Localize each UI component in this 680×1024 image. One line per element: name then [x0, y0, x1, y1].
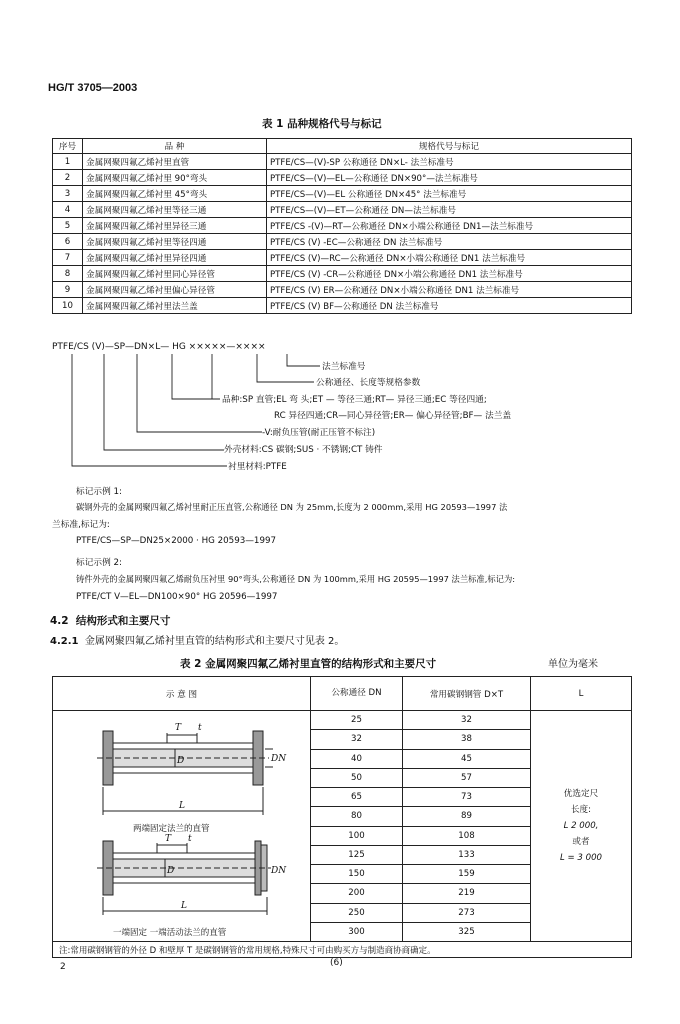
table-cell: 1 — [53, 154, 83, 170]
pipe-diagram — [57, 713, 307, 941]
table-cell: PTFE/CS -(V)—RT—公称通径 DN×小端公称通径 DN1—法兰标准号 — [267, 218, 632, 234]
table-cell: 159 — [403, 865, 531, 884]
fig1-label-T: T — [174, 723, 181, 733]
table-cell: 金属网聚四氟乙烯衬里等径三通 — [83, 202, 267, 218]
table2-note-row — [53, 942, 632, 958]
table-cell: 200 — [311, 884, 403, 903]
table-cell: 133 — [403, 845, 531, 864]
standard-number: HG/T 3705—2003 — [48, 82, 138, 94]
table-cell: 32 — [403, 711, 531, 730]
fig2-label-DN: DN — [270, 866, 286, 876]
table-cell: 32 — [311, 730, 403, 749]
table-row — [53, 218, 632, 234]
marking-code: PTFE/CS (V)—SP—DN×L— HG ×××××—×××× — [52, 342, 266, 352]
table1-header-cell: 序号 — [53, 139, 83, 154]
table-cell: 金属网聚四氟乙烯衬里 90°弯头 — [83, 170, 267, 186]
table-cell: 108 — [403, 826, 531, 845]
section-heading — [50, 613, 170, 628]
table-cell: PTFE/CS—(V)—ET—公称通径 DN—法兰标准号 — [267, 202, 632, 218]
subsection-number: 4.2.1 — [50, 636, 79, 647]
table-cell: 40 — [311, 749, 403, 768]
table-cell: 3 — [53, 186, 83, 202]
page-number-left: 2 — [60, 962, 66, 972]
fig2-label-t: t — [187, 834, 192, 844]
table-cell: PTFE/CS—(V)-SP 公称通径 DN×L- 法兰标准号 — [267, 154, 632, 170]
example2-text: 铸件外壳的金属网聚四氟乙烯耐负压衬里 90°弯头,公称通径 DN 为 100mm,采用 HG 20595—1997 法兰标准,标记为: — [76, 574, 516, 584]
marking-legend-item: RC 异径四通;CR—同心异径管;ER— 偏心异径管;BF— 法兰盖 — [274, 411, 512, 421]
table-cell: 80 — [311, 807, 403, 826]
table-cell: PTFE/CS (V) ER—公称通径 DN×小端公称通径 DN1 法兰标准号 — [267, 282, 632, 298]
table-cell: 45 — [403, 749, 531, 768]
table-row — [53, 282, 632, 298]
table-cell: 125 — [311, 845, 403, 864]
table-cell: 65 — [311, 788, 403, 807]
marking-legend-item: 衬里材料:PTFE — [228, 462, 287, 472]
example2-code: PTFE/CT V—EL—DN100×90° HG 20596—1997 — [76, 592, 278, 602]
table-cell: 4 — [53, 202, 83, 218]
table-row — [53, 170, 632, 186]
marking-legend-item: 法兰标准号 — [322, 362, 366, 372]
table2-unit: 单位为毫米 — [548, 659, 598, 670]
fig1-label-D: D — [176, 756, 184, 766]
table-row — [53, 266, 632, 282]
table1-header-cell: 品 种 — [83, 139, 267, 154]
fig2-label-D: D — [166, 866, 174, 876]
table-cell: 38 — [403, 730, 531, 749]
table-cell: PTFE/CS—(V)—EL—公称通径 DN×90°—法兰标准号 — [267, 170, 632, 186]
table-cell: 5 — [53, 218, 83, 234]
marking-legend-item: -V:耐负压管(耐正压管不标注) — [262, 428, 376, 438]
table-row — [53, 154, 632, 170]
table2-header-cell: 公称通径 DN — [311, 677, 403, 711]
table-row — [53, 202, 632, 218]
table-cell: 50 — [311, 768, 403, 787]
table1-header-row — [53, 139, 632, 154]
table-row — [53, 234, 632, 250]
marking-legend-item: 公称通径、长度等规格参数 — [316, 378, 421, 388]
table-cell: 300 — [311, 922, 403, 941]
table-cell: 6 — [53, 234, 83, 250]
table-cell: 219 — [403, 884, 531, 903]
subsection-text: 金属网聚四氟乙烯衬里直管的结构形式和主要尺寸见表 2。 — [84, 636, 345, 647]
table-cell: 325 — [403, 922, 531, 941]
fig1-caption: 两端固定法兰的直管 — [132, 824, 210, 834]
example1-title: 标记示例 1: — [76, 487, 122, 497]
table-cell: 7 — [53, 250, 83, 266]
fig2-caption: 一端固定 一端活动法兰的直管 — [112, 928, 226, 938]
table-cell: 金属网聚四氟乙烯衬里异径四通 — [83, 250, 267, 266]
fig2-label-L: L — [180, 901, 187, 911]
table-cell: 金属网聚四氟乙烯衬里偏心异径管 — [83, 282, 267, 298]
l-note-line: L 2 000, — [563, 821, 599, 831]
fig2-label-T: T — [164, 834, 171, 844]
l-note-line: L = 3 000 — [559, 853, 603, 863]
table-cell: 150 — [311, 865, 403, 884]
table1 — [52, 138, 632, 314]
table-cell: 10 — [53, 298, 83, 314]
table-cell: PTFE/CS (V)—RC—公称通径 DN×小端公称通径 DN1 法兰标准号 — [267, 250, 632, 266]
table-cell: 金属网聚四氟乙烯衬里 45°弯头 — [83, 186, 267, 202]
example1-text: 碳钢外壳的金属网聚四氟乙烯衬里耐正压直管,公称通径 DN 为 25mm,长度为 2 000mm,采用 HG 20593—1997 法 — [76, 502, 508, 512]
table-cell: PTFE/CS (V) -CR—公称通径 DN×小端公称通径 DN1 法兰标准号 — [267, 266, 632, 282]
section-title: 结构形式和主要尺寸 — [75, 615, 171, 627]
table1-header-cell: 规格代号与标记 — [267, 139, 632, 154]
table-row — [53, 711, 632, 730]
table-cell: 8 — [53, 266, 83, 282]
table-cell: 金属网聚四氟乙烯衬里法兰盖 — [83, 298, 267, 314]
table-cell: 金属网聚四氟乙烯衬里等径四通 — [83, 234, 267, 250]
table-cell: 金属网聚四氟乙烯衬里异径三通 — [83, 218, 267, 234]
table-cell: 金属网聚四氟乙烯衬里直管 — [83, 154, 267, 170]
table-cell: 9 — [53, 282, 83, 298]
table2 — [52, 676, 632, 958]
marking-legend-item: 外壳材料:CS 碳钢;SUS · 不锈钢;CT 铸件 — [224, 445, 383, 455]
table-cell: 25 — [311, 711, 403, 730]
table1-caption: 表 1 品种规格代号与标记 — [262, 118, 382, 130]
example2-title: 标记示例 2: — [76, 558, 122, 568]
table-cell: 57 — [403, 768, 531, 787]
example1-text-cont: 兰标准,标记为: — [52, 520, 110, 530]
page-number-center: (6) — [330, 958, 343, 968]
table-cell: 金属网聚四氟乙烯衬里同心异径管 — [83, 266, 267, 282]
table2-header-cell: 示 意 图 — [53, 677, 311, 711]
table-cell: 100 — [311, 826, 403, 845]
table-cell: 273 — [403, 903, 531, 922]
section-number: 4.2 — [50, 615, 69, 627]
table-cell: 2 — [53, 170, 83, 186]
table2-header-cell: 常用碳钢钢管 D×T — [403, 677, 531, 711]
table2-note: 注:常用碳钢钢管的外径 D 和壁厚 T 是碳钢钢管的常用规格,特殊尺寸可由购买方与制造商协商确定。 — [53, 942, 632, 958]
table2-l-note — [531, 711, 632, 942]
l-note-line: 长度: — [570, 805, 592, 815]
table2-caption: 表 2 金属网聚四氟乙烯衬里直管的结构形式和主要尺寸 — [180, 658, 437, 670]
example1-code: PTFE/CS—SP—DN25×2000 · HG 20593—1997 — [76, 536, 277, 546]
table-row — [53, 250, 632, 266]
table-cell: 89 — [403, 807, 531, 826]
table-cell: 73 — [403, 788, 531, 807]
table-row — [53, 186, 632, 202]
table-cell: PTFE/CS (V) BF—公称通径 DN 法兰标准号 — [267, 298, 632, 314]
l-note-line: 或者 — [572, 837, 590, 847]
table2-header-row — [53, 677, 632, 711]
table-cell: PTFE/CS—(V)—EL 公称通径 DN×45° 法兰标准号 — [267, 186, 632, 202]
table2-header-cell: L — [531, 677, 632, 711]
fig1-label-DN: DN — [270, 754, 286, 764]
fig1-label-L: L — [178, 801, 185, 811]
fig1-label-t: t — [197, 723, 202, 733]
marking-legend-item: 品种:SP 直管;EL 弯 头;ET — 等径三通;RT— 异径三通;EC 等径四通; — [222, 395, 487, 405]
table-cell: 250 — [311, 903, 403, 922]
table-cell: PTFE/CS (V) -EC—公称通径 DN 法兰标准号 — [267, 234, 632, 250]
table2-figure-cell — [53, 711, 311, 942]
subsection-line — [50, 632, 344, 647]
l-note-line: 优选定尺 — [563, 789, 599, 799]
table-row — [53, 298, 632, 314]
